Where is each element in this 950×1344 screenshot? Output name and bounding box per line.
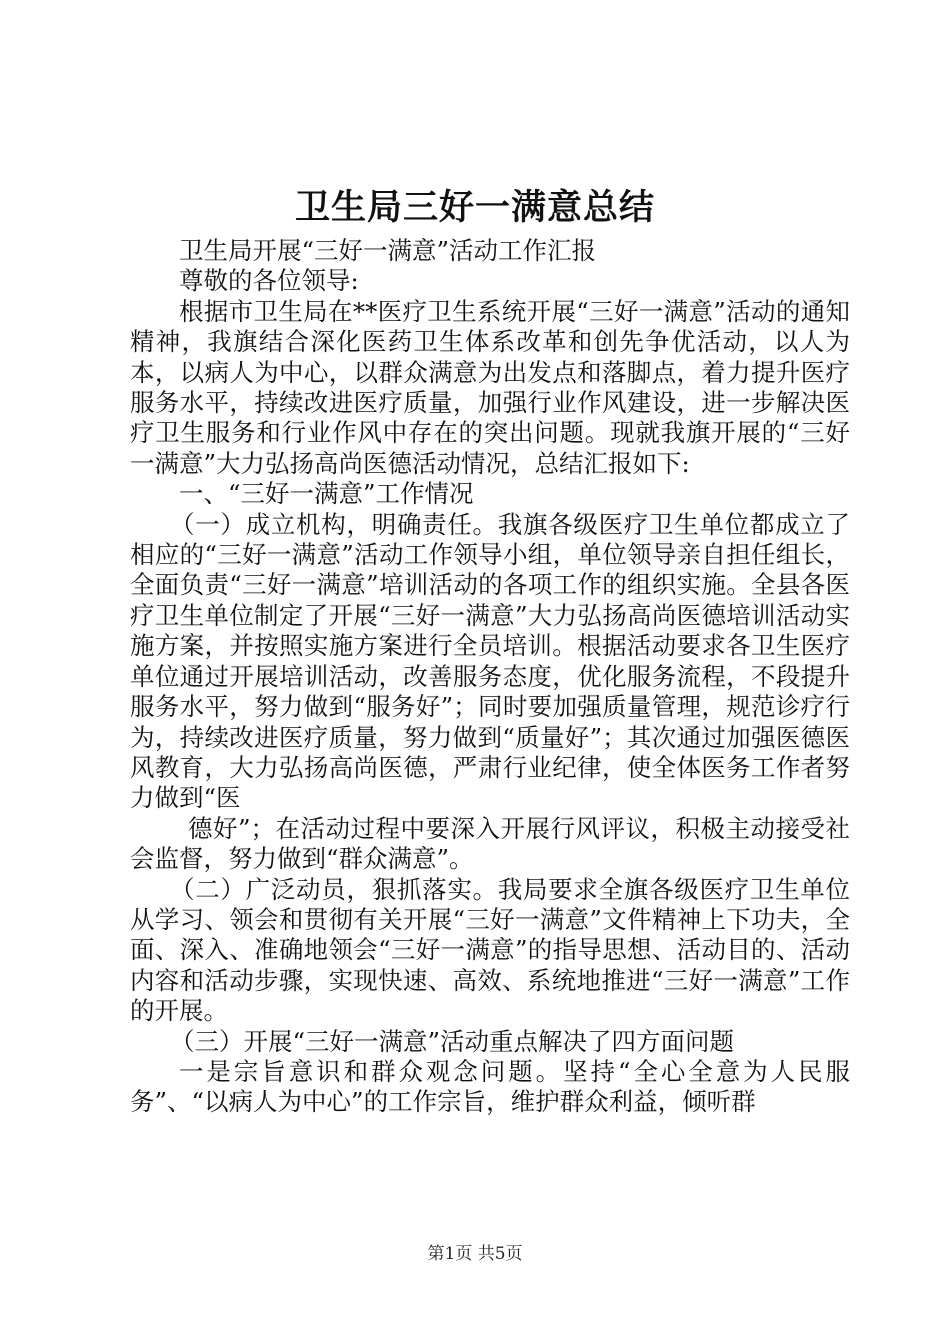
document-title: 卫生局三好一满意总结 (294, 187, 655, 228)
section-heading-1: 一、“三好一满意”工作情况 (179, 479, 474, 509)
paragraph-subsection-1: （一）成立机构，明确责任。我旗各级医疗卫生单位都成立了相应的“三好一满意”活动工作领导小组，单位领导亲自担任组长，全面负责“三好一满意”培训活动的各项工作的组织实施。全县各医疗卫生单位制定了开展“三好一满意”大力弘扬高尚医德培训活动实施方案，并按照实施方案进行全员培训。根据活动要求各卫生医疗单位通过开展培训活动，改善服务态度，优化服务流程，不段提升服务水平，努力做到“服务好”；同时要加强质量管理，规范诊疗行为，持续改进医疗质量，努力做到“质量好”；其次通过加强医德医风教育，大力弘扬高尚医德，严肃行业纪律，使全体医务工作者努力做到“医 (130, 509, 850, 813)
paragraph-point-1: 一是宗旨意识和群众观念问题。坚持“全心全意为人民服务”、“以病人为中心”的工作宗旨，维护群众利益，倾听群 (130, 1056, 850, 1117)
document-body (130, 236, 850, 1118)
paragraph-subsection-2: （二）广泛动员，狠抓落实。我局要求全旗各级医疗卫生单位从学习、领会和贯彻有关开展“三好一满意”文件精神上下功夫，全面、深入、准确地领会“三好一满意”的指导思想、活动目的、活动内容和活动步骤，实现快速、高效、系统地推进“三好一满意”工作的开展。 (130, 874, 850, 1026)
salutation: 尊敬的各位领导: (179, 266, 359, 296)
paragraph-continuation: 德好”；在活动过程中要深入开展行风评议，积极主动接受社会监督，努力做到“群众满意”。 (130, 813, 850, 874)
paragraph-intro: 根据市卫生局在**医疗卫生系统开展“三好一满意”活动的通知精神，我旗结合深化医药卫生体系改革和创先争优活动，以人为本，以病人为中心，以群众满意为出发点和落脚点，着力提升医疗服务水平，持续改进医疗质量，加强行业作风建设，进一步解决医疗卫生服务和行业作风中存在的突出问题。现就我旗开展的“三好一满意”大力弘扬高尚医德活动情况，总结汇报如下: (130, 296, 850, 478)
page-number-footer: 第1页 共5页 (427, 1244, 523, 1264)
subsection-heading-3: （三）开展“三好一满意”活动重点解决了四方面问题 (170, 1026, 735, 1056)
report-subtitle: 卫生局开展“三好一满意”活动工作汇报 (179, 236, 597, 265)
